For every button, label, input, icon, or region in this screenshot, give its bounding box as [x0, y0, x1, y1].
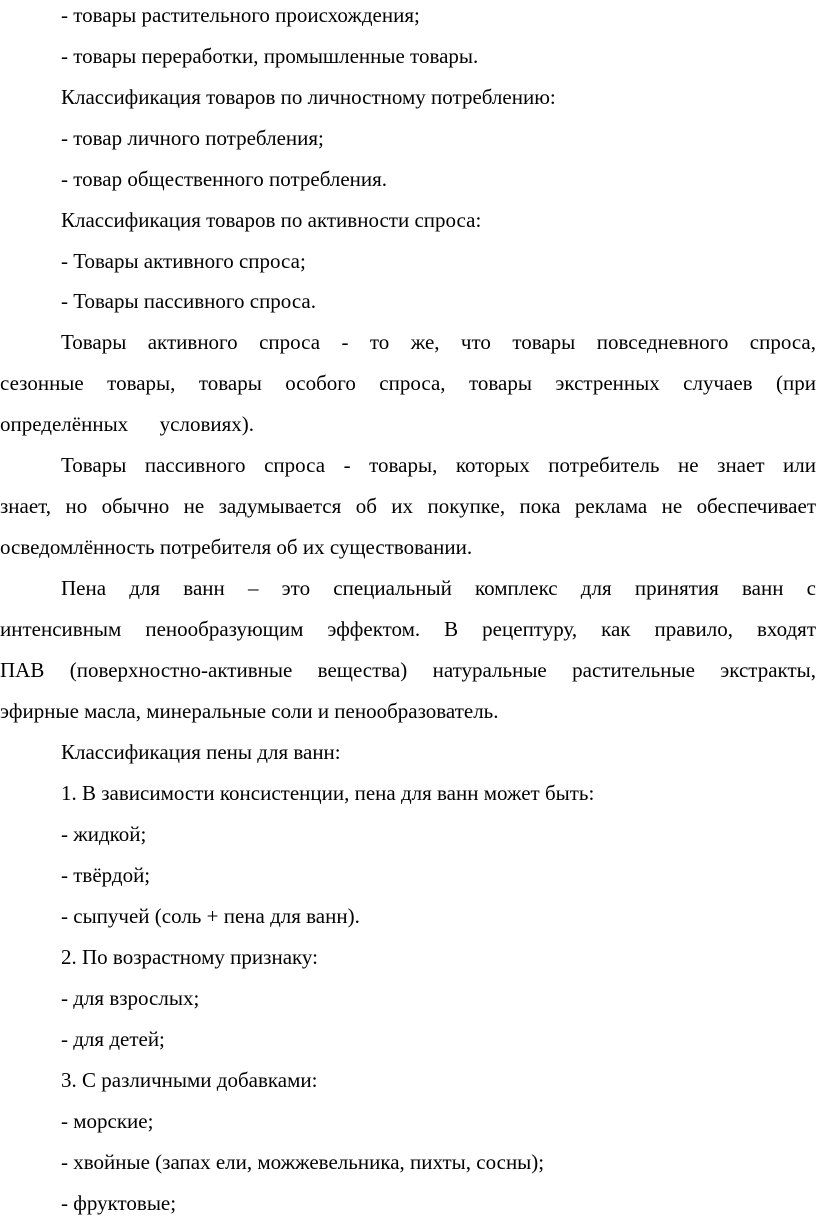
- text-line: - фруктовые;: [61, 1191, 177, 1215]
- text-line: - товар общественного потребления.: [61, 167, 388, 191]
- text-line: интенсивным пенообразующим эффектом. В рецептуру, как правило, входят: [0, 617, 816, 641]
- text-line: - товары растительного происхождения;: [61, 3, 420, 27]
- text-line: ПАВ (поверхностно-активные вещества) натуральные растительные экстракты,: [0, 658, 816, 682]
- text-line: - для взрослых;: [61, 986, 200, 1010]
- text-line: 1. В зависимости консистенции, пена для ванн может быть:: [61, 781, 595, 805]
- text-line: - товар личного потребления;: [61, 126, 324, 150]
- text-line: 3. С различными добавками:: [61, 1068, 318, 1092]
- text-line: - хвойные (запах ели, можжевельника, пихты, сосны);: [61, 1150, 545, 1174]
- text-line: эфирные масла, минеральные соли и пенообразователь.: [0, 699, 499, 723]
- text-line: 2. По возрастному признаку:: [61, 945, 318, 969]
- text-line: знает, но обычно не задумывается об их покупке, пока реклама не обеспечивает: [0, 494, 816, 518]
- text-line: Классификация товаров по личностному потреблению:: [61, 85, 556, 109]
- text-line: Товары активного спроса - то же, что товары повседневного спроса,: [61, 330, 816, 354]
- text-line: - жидкой;: [61, 822, 147, 846]
- text-line: Классификация пены для ванн:: [61, 740, 341, 764]
- text-line: - Товары пассивного спроса.: [61, 289, 316, 313]
- text-line: - Товары активного спроса;: [61, 249, 306, 273]
- text-line: - товары переработки, промышленные товары.: [61, 44, 479, 68]
- text-line: сезонные товары, товары особого спроса, товары экстренных случаев (при: [0, 371, 816, 395]
- text-line: Пена для ванн – это специальный комплекс для принятия ванн с: [61, 576, 816, 600]
- text-line: определённых условиях).: [0, 412, 255, 436]
- text-line: осведомлённость потребителя об их существовании.: [0, 535, 473, 559]
- text-line: - морские;: [61, 1109, 154, 1133]
- text-line: Товары пассивного спроса - товары, которых потребитель не знает или: [61, 453, 816, 477]
- text-line: - твёрдой;: [61, 863, 151, 887]
- text-line: Классификация товаров по активности спроса:: [61, 208, 482, 232]
- text-line: - сыпучей (соль + пена для ванн).: [61, 904, 360, 928]
- text-line: - для детей;: [61, 1027, 165, 1051]
